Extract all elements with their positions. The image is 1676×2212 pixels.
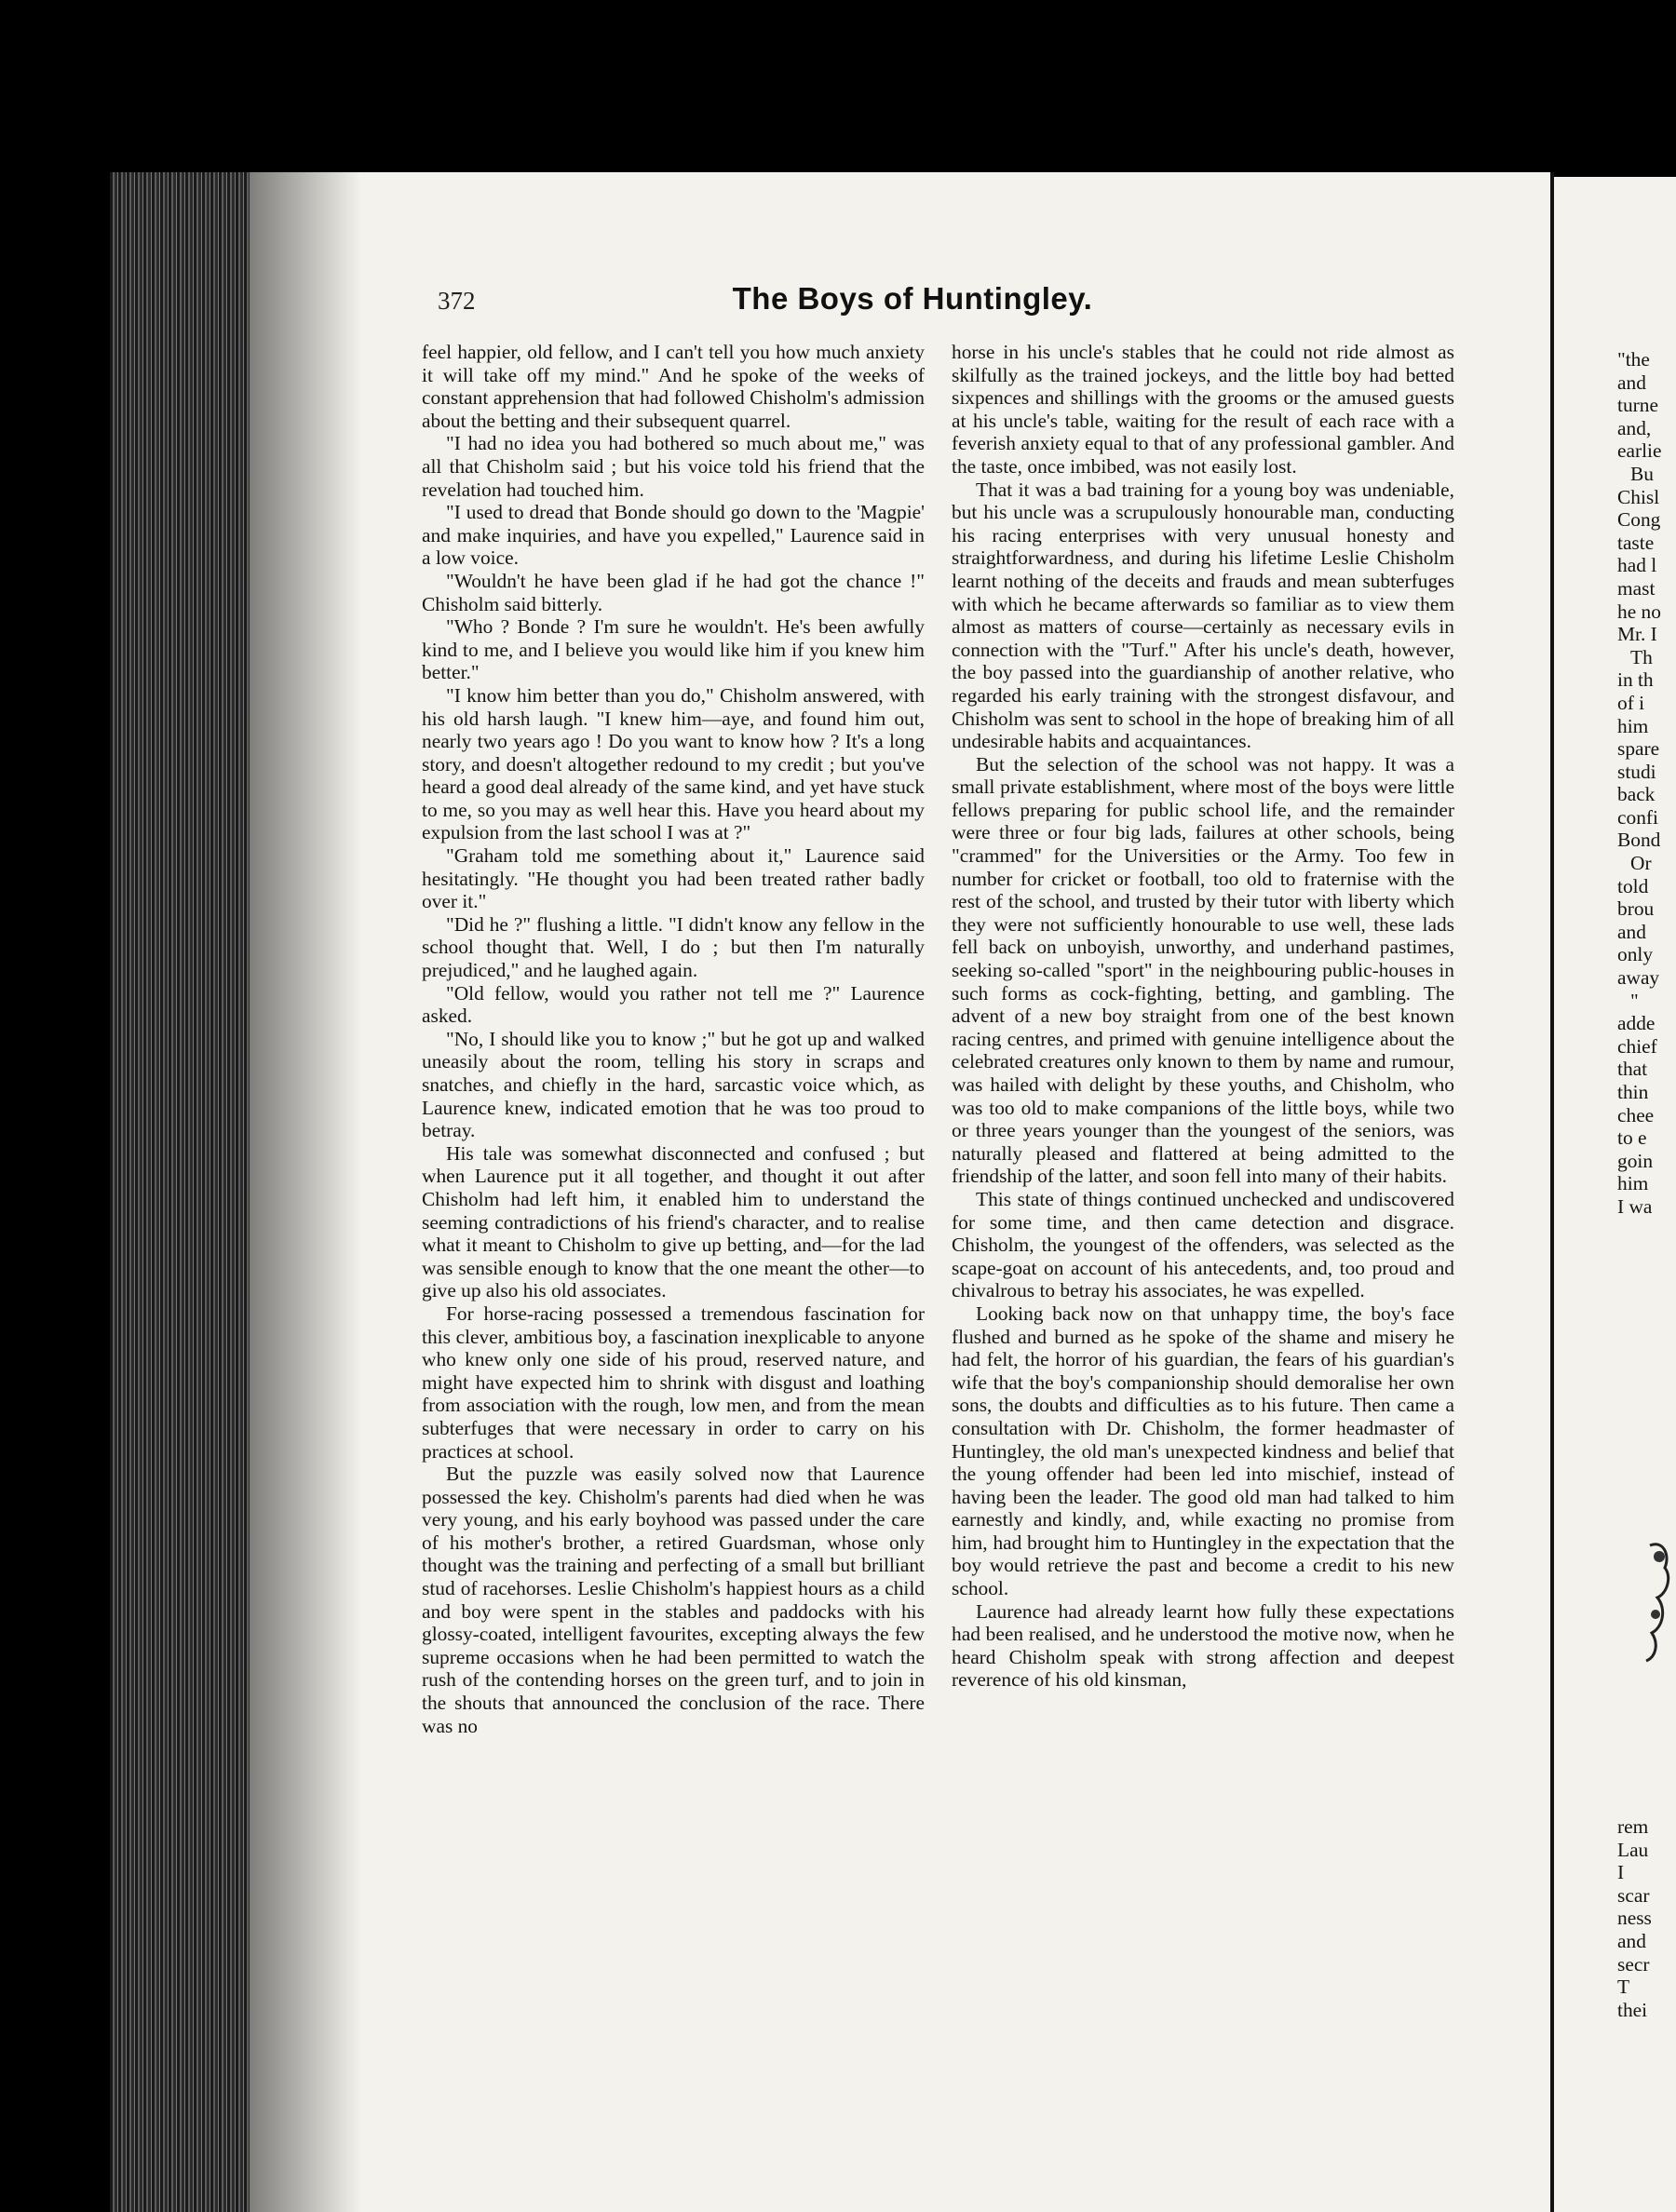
fragment-line: of i bbox=[1617, 691, 1645, 714]
right-text-column bbox=[952, 341, 1454, 1905]
fragment-line: ness bbox=[1617, 1907, 1652, 1930]
fragment-line: told bbox=[1617, 874, 1649, 897]
book-binding-edge bbox=[110, 172, 250, 2212]
fragment-line: Cong bbox=[1617, 508, 1661, 532]
fragment-line: chief bbox=[1617, 1034, 1657, 1058]
fragment-line: brou bbox=[1617, 897, 1655, 921]
fragment-line: T bbox=[1617, 1976, 1630, 1999]
fragment-line: Mr. I bbox=[1617, 623, 1657, 646]
fragment-line: had l bbox=[1617, 554, 1657, 577]
fragment-line: I wa bbox=[1617, 1194, 1653, 1218]
fragment-line: secr bbox=[1617, 1952, 1650, 1976]
fragment-line: " bbox=[1630, 989, 1639, 1012]
fragment-line: thei bbox=[1617, 1998, 1648, 2021]
fragment-line: scar bbox=[1617, 1883, 1650, 1907]
paragraph: "Who ? Bonde ? I'm sure he wouldn't. He's been awfully kind to me, and I believe you would like him if you knew him better." bbox=[422, 615, 925, 684]
fragment-line: away bbox=[1617, 966, 1660, 990]
fragment-line: "the bbox=[1617, 348, 1650, 371]
fragment-line: that bbox=[1617, 1058, 1648, 1081]
paragraph: "Wouldn't he have been glad if he had got the chance !" Chisholm said bitterly. bbox=[422, 569, 925, 615]
fragment-line: Chisl bbox=[1617, 485, 1660, 508]
paragraph: Looking back now on that unhappy time, the boy's face flushed and burned as he spoke of the shame and misery he had felt, the horror of his guardian, the fears of his guardian's wife that the boy's companionship should demoralise her own sons, the doubts and difficulties as to his future. Then came a consultation with Dr. Chisholm, the former headmaster of Huntingley, the old man's unexpected kindness and belief that the young offender had been led into mischief, instead of having been the leader. The good old man had talked to him earnestly and kindly, and, while exacting no promise from him, had brought him to Huntingley in the expectation that the boy would retrieve the past and become a credit to his new school. bbox=[952, 1302, 1454, 1600]
fragment-line: to e bbox=[1617, 1126, 1647, 1150]
fragment-line: and bbox=[1617, 1929, 1646, 1952]
paragraph: "I know him better than you do," Chisholm answered, with his old harsh laugh. "I knew him—aye, and found him out, nearly two years ago ! Do you want to know how ? It's a long story, and doesn't altogether redound to my credit ; but you've heard a good deal already of the same kind, and yet have stuck to me, so you may as well hear this. Have you heard about my expulsion from the last school I was at ?" bbox=[422, 683, 925, 844]
fragment-line: Th bbox=[1630, 645, 1653, 668]
paragraph: Laurence had already learnt how fully these expectations had been realised, and he understood the motive now, when he heard Chisholm speak with strong affection and deepest reverence of his old kinsman, bbox=[952, 1599, 1454, 1692]
paragraph: "Old fellow, would you rather not tell me ?" Laurence asked. bbox=[422, 981, 925, 1028]
fragment-line: Or bbox=[1630, 852, 1652, 875]
fragment-line: earlie bbox=[1617, 439, 1662, 463]
fragment-line: Lau bbox=[1617, 1838, 1649, 1861]
left-text-column bbox=[422, 341, 925, 1905]
paragraph: For horse-racing possessed a tremendous fascination for this clever, ambitious boy, a fascination inexplicable to anyone who knew only one side of his proud, reserved nature, and might have expected him to shrink with disgust and loathing from association with the rough, low men, and from the mean subterfuges that were necessary in order to carry on his practices at school. bbox=[422, 1302, 925, 1463]
ornament-illustration bbox=[1639, 1536, 1676, 1666]
next-page-fragment bbox=[1617, 348, 1676, 2024]
paragraph: feel happier, old fellow, and I can't tell you how much anxiety it will take off my mind." And he spoke of the weeks of constant apprehension that had followed Chisholm's admission about the betting and their subsequent quarrel. bbox=[422, 341, 925, 432]
fragment-line: only bbox=[1617, 943, 1654, 966]
paragraph: "I used to dread that Bonde should go down to the 'Magpie' and make inquiries, and have you expelled," Laurence said in a low voice. bbox=[422, 501, 925, 570]
fragment-line: taste bbox=[1617, 531, 1655, 554]
paragraph: "No, I should like you to know ;" but he got up and walked uneasily about the room, telling his story in scraps and snatches, and chiefly in the hard, sarcastic voice which, as Laurence knew, indicated emotion that he was too proud to betray. bbox=[422, 1027, 925, 1142]
fragment-line: studi bbox=[1617, 760, 1656, 783]
fragment-line: Bu bbox=[1630, 462, 1654, 485]
fragment-line: adde bbox=[1617, 1012, 1656, 1035]
page-header bbox=[438, 281, 1387, 322]
paragraph: "Did he ?" flushing a little. "I didn't know any fellow in the school thought that. Well, I do ; but then I'm naturally prejudiced," and he laughed again. bbox=[422, 912, 925, 982]
paragraph: This state of things continued unchecked and undiscovered for some time, and then came detection and disgrace. Chisholm, the youngest of the offenders, was selected as the scape-goat on account of his antecedents, and, too proud and chivalrous to betray his associates, he was expelled. bbox=[952, 1187, 1454, 1302]
fragment-line: I bbox=[1617, 1861, 1625, 1884]
paragraph: But the puzzle was easily solved now that Laurence possessed the key. Chisholm's parents had died when he was very young, and his early boyhood was passed under the care of his mother's brother, a retired Guardsman, whose only thought was the training and perfecting of a small but brilliant stud of racehorses. Leslie Chisholm's happiest hours as a child and boy were spent in the stables and paddocks with his glossy-coated, intelligent favourites, excepting always the few supreme occasions when he had been permitted to watch the rush of the contending horses on the green turf, and to join in the shouts that announced the conclusion of the race. There was no bbox=[422, 1463, 925, 1737]
fragment-line: thin bbox=[1617, 1081, 1649, 1103]
paragraph: "I had no idea you had bothered so much about me," was all that Chisholm said ; but his voice told his friend that the revelation had touched him. bbox=[422, 432, 925, 501]
fragment-line: turne bbox=[1617, 394, 1658, 417]
paragraph: "Graham told me something about it," Laurence said hesitatingly. "He thought you had been treated rather badly over it." bbox=[422, 844, 925, 913]
fragment-line: and bbox=[1617, 920, 1646, 943]
paragraph: That it was a bad training for a young boy was undeniable, but his uncle was a scrupulously honourable man, conducting his racing enterprises with very unusual honesty and straightforwardness, and during his lifetime Leslie Chisholm learnt nothing of the deceits and frauds and mean subterfuges with which he became afterwards so familiar as to view them almost as matters of course—certainly as necessary evils in connection with the "Turf." After his uncle's death, however, the boy passed into the guardianship of another relative, who regarded his early training with the strongest disfavour, and Chisholm was sent to school in the hope of breaking him of all undesirable habits and acquaintances. bbox=[952, 478, 1454, 753]
fragment-line: and bbox=[1617, 371, 1646, 394]
fragment-line: he no bbox=[1617, 600, 1661, 623]
fragment-line: goin bbox=[1617, 1149, 1654, 1172]
paragraph: But the selection of the school was not happy. It was a small private establishment, where most of the boys were little fellows preparing for public school life, and the remainder were three or four big lads, failures at other schools, being "crammed" for the Universities or the Army. Too few in number for cricket or football, too old to fraternise with the rest of the school, and trusted by their tutor with liberty which they were not sufficiently honourable to use well, these lads fell back on unboyish, unworthy, and underhand pastimes, seeking so-called "sport" in the neighbouring public-houses in such forms as cock-fighting, betting, and gambling. The advent of a new boy straight from one of the best known racing centres, and primed with genuine intelligence about the celebrated creatures only known to them by name and rumour, was hailed with delight by these youths, and Chisholm, who was too old to make companions of the little boys, while two or three years younger than the youngest of the seniors, was naturally pleased and flattered at being admitted to the friendship of the latter, and soon fell into many of their habits. bbox=[952, 752, 1454, 1188]
fragment-line: back bbox=[1617, 783, 1656, 806]
fragment-line: confi bbox=[1617, 805, 1658, 829]
fragment-line: him bbox=[1617, 714, 1649, 737]
paragraph: horse in his uncle's stables that he could not ride almost as skilfully as the trained jockeys, and the little boy had betted sixpences and shillings with the grooms or the amused guests at his uncle's table, waiting for the result of each race with a feverish anxiety equal to that of any professional gambler. And the taste, once imbibed, was not easily lost. bbox=[952, 341, 1454, 478]
fragment-line: spare bbox=[1617, 737, 1660, 761]
running-title: The Boys of Huntingley. bbox=[732, 281, 1093, 316]
page-number: 372 bbox=[438, 287, 476, 315]
fragment-line: chee bbox=[1617, 1103, 1655, 1126]
fragment-line: mast bbox=[1617, 576, 1656, 600]
fragment-line: him bbox=[1617, 1172, 1649, 1195]
fragment-line: in th bbox=[1617, 668, 1654, 692]
binding-shadow bbox=[250, 172, 361, 2212]
paragraph: His tale was somewhat disconnected and confused ; but when Laurence put it all together, and thought it out after Chisholm had left him, it enabled him to understand the seeming contradictions of his friend's character, and to realise what it meant to Chisholm to give up betting, and—for the lad was sensible enough to know that the one meant the other—to give up also his old associates. bbox=[422, 1141, 925, 1302]
fragment-line: Bond bbox=[1617, 829, 1661, 852]
fragment-line: rem bbox=[1617, 1815, 1649, 1838]
next-page-lines-top bbox=[1617, 348, 1676, 1219]
fragment-line: and, bbox=[1617, 416, 1652, 439]
next-page-lines-bottom bbox=[1617, 1815, 1652, 2021]
